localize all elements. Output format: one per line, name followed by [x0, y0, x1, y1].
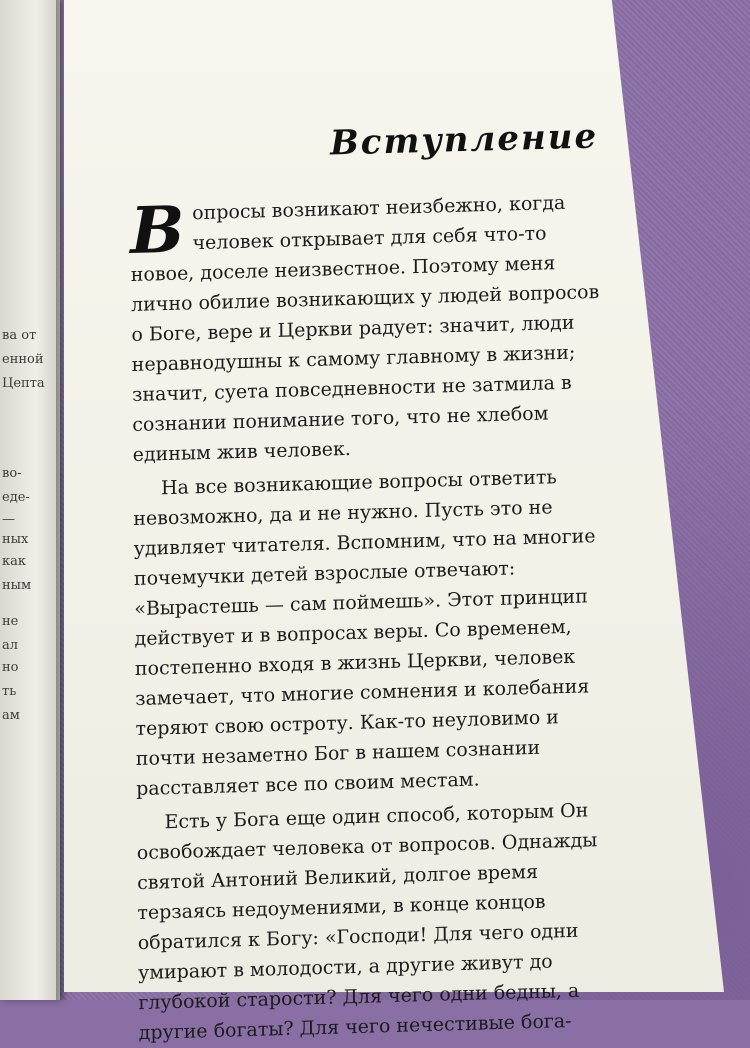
paragraph-1-text: опросы возникают неизбежно, когда человек открывает для себя что-то новое, доселе неизвестное. Поэтому меня лично обилие возникающих у людей вопросов о Боге, вере и Церкви радует: значит, люди неравнодушны к самому главному в жизни; значит, суета повседневности не затмила в сознании понимание того, что не хлебом единым жив человек. [130, 191, 600, 467]
left-page-fragment: Цепта [2, 376, 45, 391]
left-page-fragment: ва от [2, 328, 37, 343]
paragraph: На все возникающие вопросы ответить невозможно, да и не нужно. Пусть это не удивляет читателя. Вспомним, что на многие почемучки детей взрослые отвечают: «Вырастешь — сам поймешь». Этот принцип действует и в вопросах веры. Со временем, постепенно входя в жизнь Церкви, человек замечает, что многие сомнения и колебания теряют свою остроту. Как-то неуловимо и почти незаметно Бог в нашем сознании расставляет все по своим местам. [133, 466, 596, 801]
body-text [130, 187, 609, 1048]
left-page-fragment: ным [2, 578, 32, 593]
show-through-text [184, 60, 614, 78]
left-page-fragment: еде- [2, 490, 30, 505]
chapter-heading: Вступление [329, 116, 599, 164]
left-page-fragment: ал [2, 638, 19, 653]
left-page-fragment: не [2, 614, 19, 629]
left-page-fragment: ам [2, 708, 20, 723]
left-page-fragment: ть [2, 684, 17, 699]
left-page-fragment: но [2, 660, 19, 675]
left-page-fragment: — [2, 512, 15, 527]
drop-cap: В [129, 192, 185, 270]
left-page-fragment: енной [2, 352, 44, 367]
paragraph: Есть у Бога еще один способ, которым Он освобождает человека от вопросов. Однажды святой Антоний Великий, долгое время терзаясь недоумениями, в конце концов обратился к Богу: «Господи! Для чего одни умирают в молодости, а другие живут до глубокой старости? Для чего одни бедны, а другие богаты? Для чего нечестивые бога- [136, 799, 598, 1045]
left-page-fragment: во- [2, 466, 22, 481]
left-page-fragment: ных [2, 532, 29, 547]
paragraph [130, 187, 603, 470]
left-page [0, 0, 60, 1000]
left-page-fragment: как [2, 554, 27, 569]
